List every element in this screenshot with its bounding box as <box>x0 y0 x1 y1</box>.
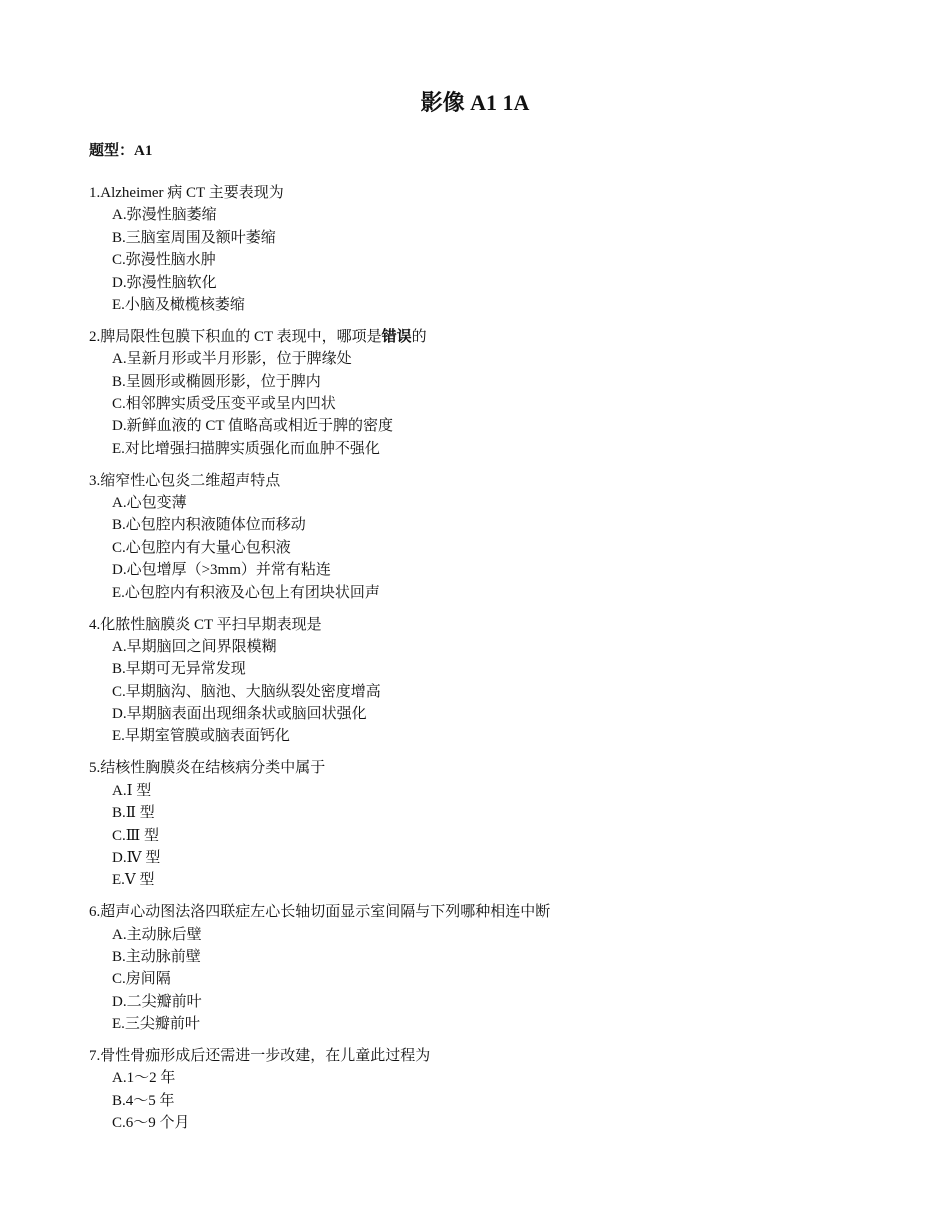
answer-option: C.早期脑沟、脑池、大脑纵裂处密度增高 <box>112 683 381 700</box>
question-item <box>89 757 889 891</box>
question-number: 6. <box>89 904 101 921</box>
question-item <box>89 614 889 748</box>
question-item <box>89 182 889 316</box>
question-stem <box>89 182 889 204</box>
answer-option: D.弥漫性脑软化 <box>112 274 217 291</box>
question-text: 结核性胸膜炎在结核病分类中属于 <box>100 760 326 777</box>
question-item <box>89 901 889 1035</box>
question-number: 4. <box>89 616 101 633</box>
question-number: 3. <box>89 472 101 489</box>
answer-option: A.1～2 年 <box>112 1070 176 1087</box>
question-text: 化脓性脑膜炎 CT 平扫早期表现是 <box>100 616 322 633</box>
answer-option: A.呈新月形或半月形影，位于脾缘处 <box>112 351 352 368</box>
question-number: 1. <box>89 185 101 201</box>
answer-option: A.心包变薄 <box>112 495 187 512</box>
question-item <box>89 326 889 460</box>
answer-option: D.Ⅳ 型 <box>112 849 161 866</box>
answer-option: B.主动脉前壁 <box>112 949 201 965</box>
question-text-end: 的 <box>411 328 427 345</box>
answer-option: D.心包增厚（>3mm）并常有粘连 <box>112 562 331 579</box>
answer-option: D.新鲜血液的 CT 值略高或相近于脾的密度 <box>112 418 393 435</box>
answer-option: E.三尖瓣前叶 <box>112 1016 200 1033</box>
question-stem <box>89 470 889 492</box>
document-title: 影像 A1 1A <box>420 90 530 115</box>
question-text: Alzheimer 病 CT 主要表现为 <box>100 185 284 201</box>
question-text: 脾局限性包膜下积血的 CT 表现中，哪项是 <box>100 328 382 345</box>
question-text: 骨性骨痂形成后还需进一步改建，在儿童此过程为 <box>100 1048 431 1065</box>
question-number: 2. <box>89 328 101 345</box>
answer-option: D.二尖瓣前叶 <box>112 993 202 1010</box>
question-list <box>89 182 889 1144</box>
question-text: 缩窄性心包炎二维超声特点 <box>100 472 281 489</box>
answer-option: E.Ⅴ 型 <box>112 872 155 889</box>
question-stem <box>89 757 889 779</box>
question-number: 5. <box>89 760 101 777</box>
answer-option: B.4～5 年 <box>112 1092 175 1109</box>
answer-option: E.心包腔内有积液及心包上有团块状回声 <box>112 584 380 601</box>
answer-option: E.小脑及橄榄核萎缩 <box>112 296 245 313</box>
answer-option: A.早期脑回之间界限模糊 <box>112 638 277 655</box>
answer-option: E.对比增强扫描脾实质强化而血肿不强化 <box>112 440 380 457</box>
answer-option: C.心包腔内有大量心包积液 <box>112 539 291 556</box>
answer-option: B.心包腔内积液随体位而移动 <box>112 517 306 534</box>
question-type-label: 题型：A1 <box>89 143 153 159</box>
question-stem <box>89 901 889 923</box>
question-text: 超声心动图法洛四联症左心长轴切面显示室间隔与下列哪种相连中断 <box>100 904 551 921</box>
question-number: 7. <box>89 1048 101 1065</box>
answer-option: B.早期可无异常发现 <box>112 661 246 678</box>
answer-option: C.房间隔 <box>112 971 171 988</box>
answer-option: C.弥漫性脑水肿 <box>112 252 216 269</box>
answer-option: B.呈圆形或椭圆形影，位于脾内 <box>112 373 321 390</box>
answer-option: C.6～9 个月 <box>112 1115 190 1132</box>
question-item <box>89 470 889 604</box>
answer-option: C.相邻脾实质受压变平或呈内凹状 <box>112 396 336 413</box>
answer-option: A.弥漫性脑萎缩 <box>112 207 217 224</box>
answer-option: B.Ⅱ 型 <box>112 805 155 822</box>
answer-option: A.Ⅰ 型 <box>112 782 152 799</box>
answer-option: E.早期室管膜或脑表面钙化 <box>112 728 290 745</box>
question-stem <box>89 614 889 636</box>
answer-option: A.主动脉后壁 <box>112 926 202 943</box>
answer-option: C.Ⅲ 型 <box>112 827 159 844</box>
question-stem <box>89 1045 889 1067</box>
answer-option: D.早期脑表面出现细条状或脑回状强化 <box>112 706 367 723</box>
question-stem <box>89 326 889 348</box>
answer-option: B.三脑室周围及额叶萎缩 <box>112 229 276 246</box>
question-emphasis: 错误 <box>381 328 412 345</box>
question-item <box>89 1045 889 1135</box>
